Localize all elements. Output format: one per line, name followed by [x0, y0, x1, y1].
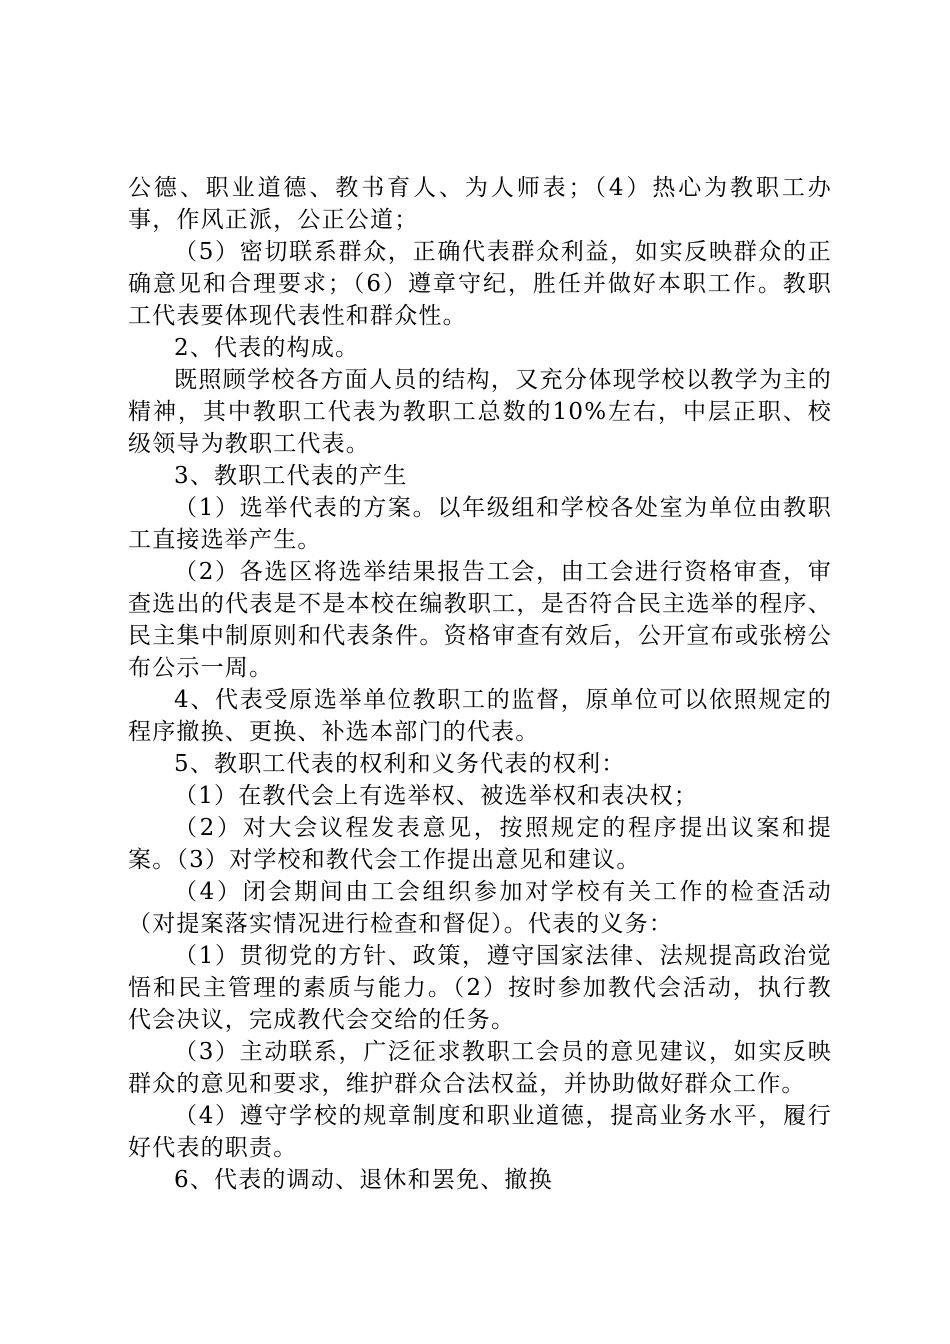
paragraph-10: （1）在教代会上有选举权、被选举权和表决权；: [174, 783, 699, 809]
paragraph-13: （1）贯彻党的方针、政策，遵守国家法律、法规提高政治觉悟和民主管理的素质与能力。（2）按时参加教代会活动，执行教代会决议，完成教代会交给的任务。: [128, 943, 832, 1033]
document-body: [128, 172, 832, 1196]
paragraph-16: 6、代表的调动、退休和罢免、撤换: [174, 1167, 553, 1193]
paragraph-7: （2）各选区将选举结果报告工会，由工会进行资格审查，审查选出的代表是不是本校在编教职工，是否符合民主选举的程序、民主集中制原则和代表条件。资格审查有效后，公开宣布或张榜公布公示一周。: [128, 559, 832, 681]
paragraph-5: 3、教职工代表的产生: [174, 463, 408, 489]
paragraph-15: （4）遵守学校的规章制度和职业道德，提高业务水平，履行好代表的职责。: [128, 1103, 832, 1161]
paragraph-14: （3）主动联系，广泛征求教职工会员的意见建议，如实反映群众的意见和要求，维护群众合法权益，并协助做好群众工作。: [128, 1039, 832, 1097]
paragraph-4: 既照顾学校各方面人员的结构，又充分体现学校以教学为主的精神，其中教职工代表为教职工总数的10%左右，中层正职、校级领导为教职工代表。: [128, 367, 832, 457]
paragraph-11: （2）对大会议程发表意见，按照规定的程序提出议案和提案。（3）对学校和教代会工作提出意见和建议。: [128, 815, 832, 873]
paragraph-2: （5）密切联系群众，正确代表群众利益，如实反映群众的正确意见和合理要求；（6）遵章守纪，胜任并做好本职工作。教职工代表要体现代表性和群众性。: [128, 239, 832, 329]
paragraph-12: （4）闭会期间由工会组织参加对学校有关工作的检查活动（对提案落实情况进行检查和督促）。代表的义务：: [128, 879, 832, 937]
paragraph-6: （1）选举代表的方案。以年级组和学校各处室为单位由教职工直接选举产生。: [128, 495, 832, 553]
paragraph-3: 2、代表的构成。: [174, 335, 360, 361]
paragraph-8: 4、代表受原选举单位教职工的监督，原单位可以依照规定的程序撤换、更换、补选本部门的代表。: [128, 687, 832, 745]
paragraph-1: 公德、职业道德、教书育人、为人师表；（4）热心为教职工办事，作风正派，公正公道；: [128, 175, 832, 233]
paragraph-9: 5、教职工代表的权利和义务代表的权利：: [174, 751, 626, 777]
